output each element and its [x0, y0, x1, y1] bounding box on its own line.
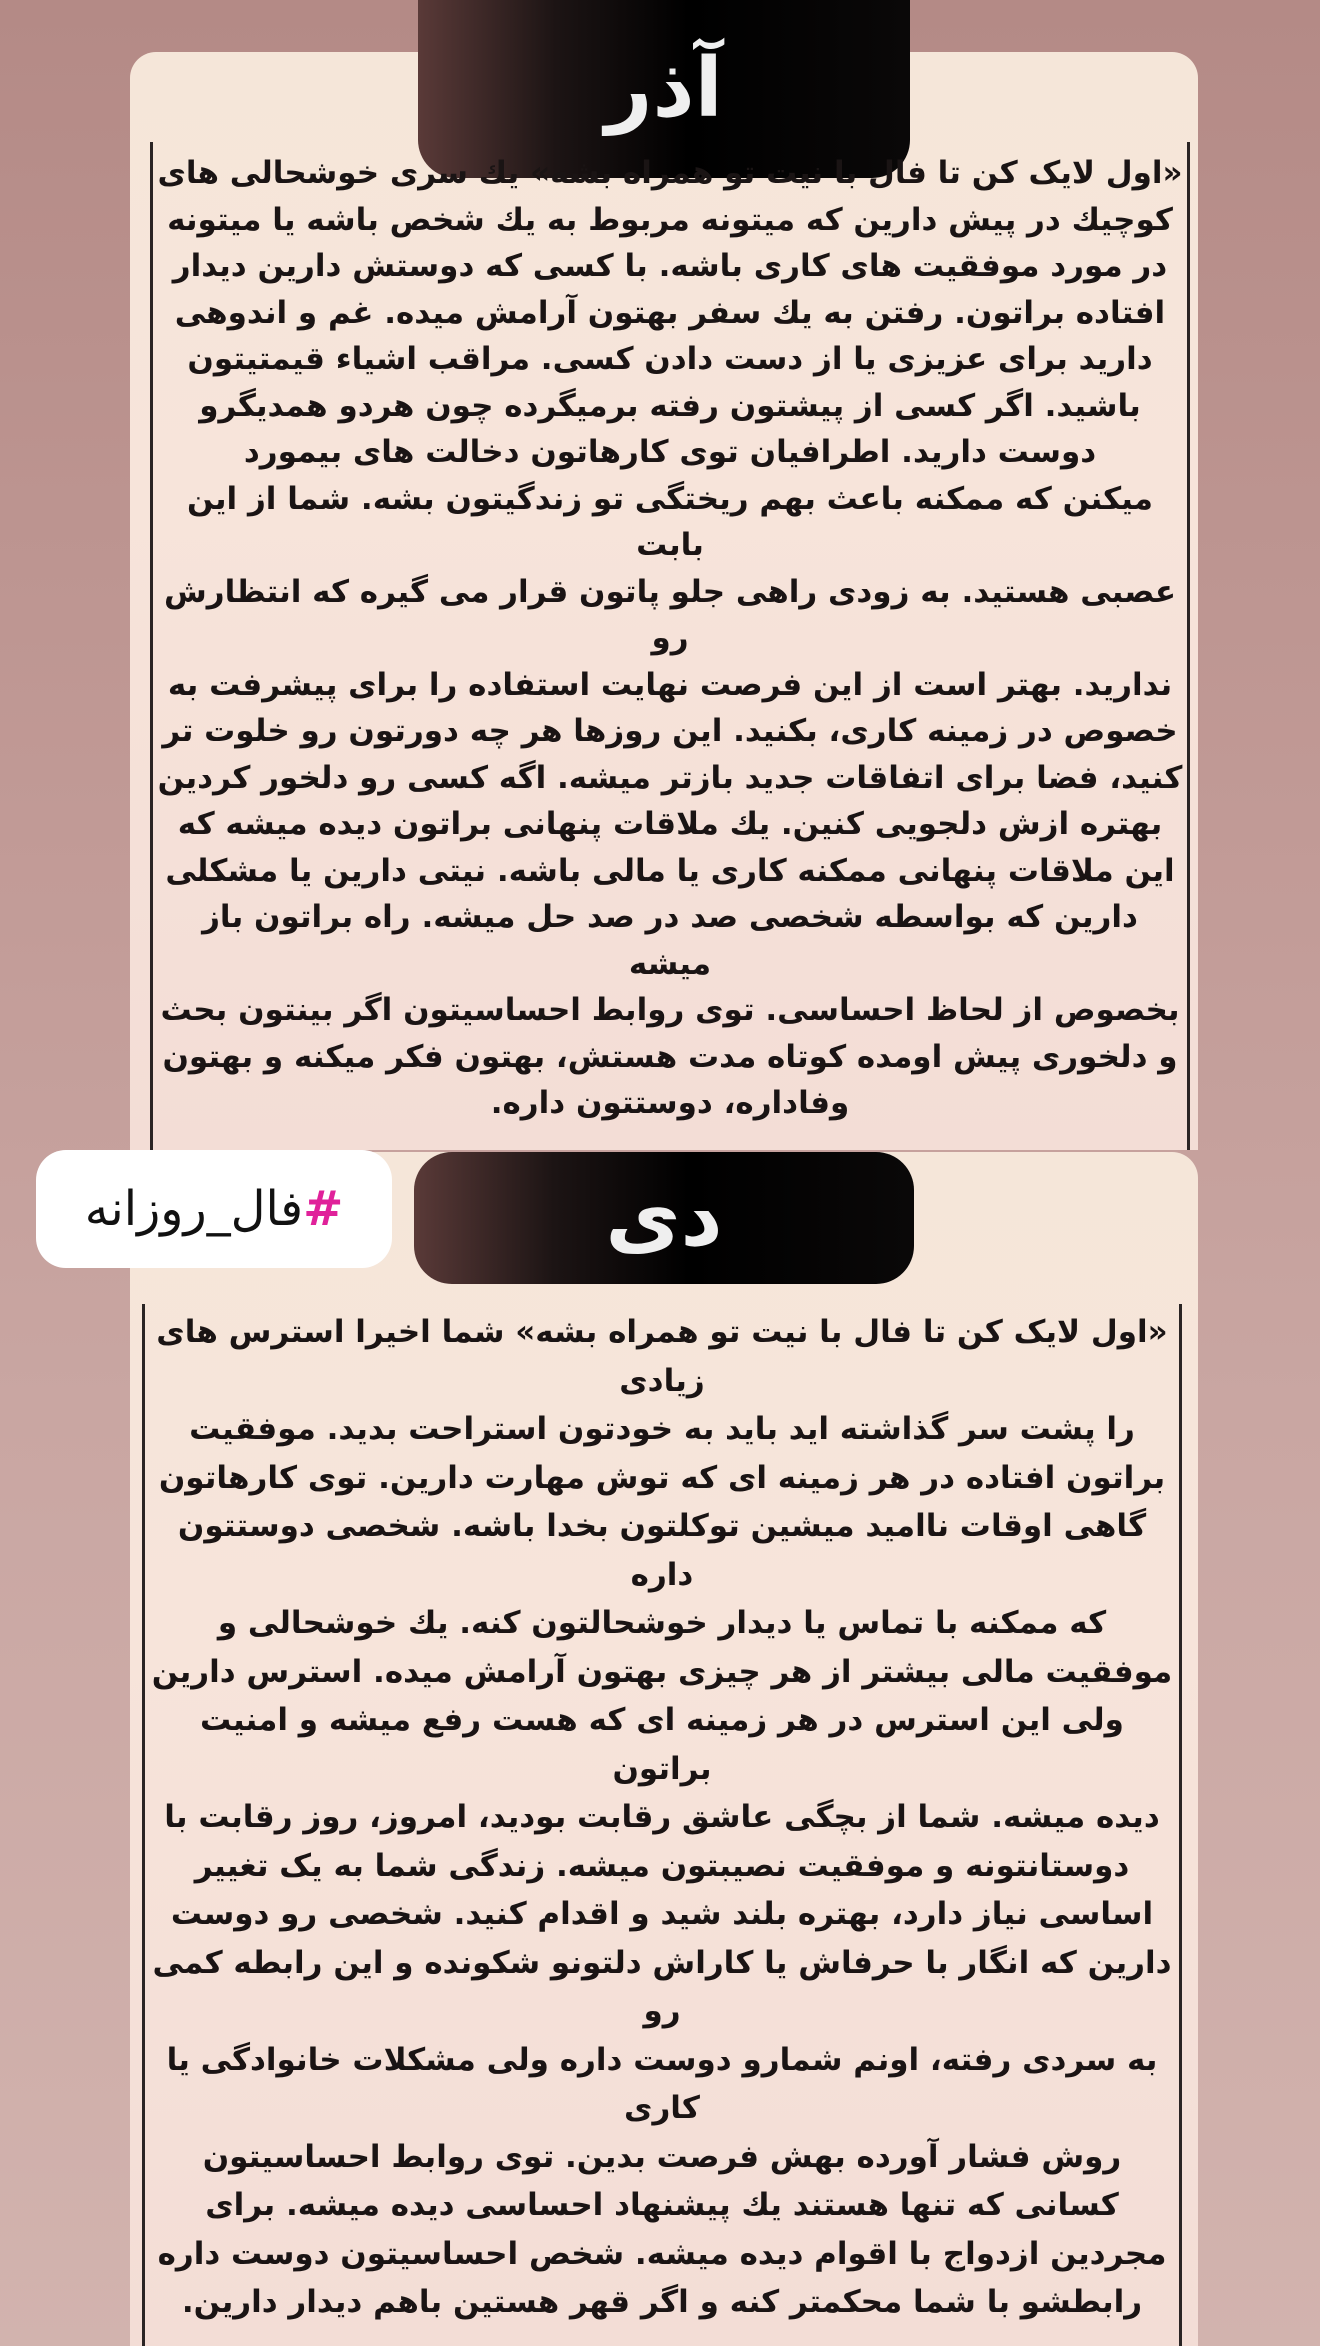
horoscope-card-azar [130, 41, 1198, 1150]
month-title: دی [605, 1170, 723, 1265]
hashtag-symbol: # [303, 1181, 344, 1237]
horoscope-text: «اول لایک کن تا فال با نیت تو همراه بشه» شما اخیرا استرس های زیادی را پشت سر گذاشته اید باید به خودتون استراحت بدید. موفقیت براتون افتاده در هر زمینه ای که توش مهارت دارین. توی کارهاتون گاهی اوقات ناامید میشین توکلتون بخدا باشه. شخصی دوستتون داره که ممکنه با تماس یا دیدار خوشحالتون کنه. یك خوشحالی و موفقیت مالی بیشتر از هر چیزی بهتون آرامش میده. استرس دارین ولی این استرس در هر زمینه ای که هست رفع میشه و امنیت براتون دیده میشه. شما از بچگی عاشق رقابت بودید، امروز، روز رقابت با دوستانتونه و موفقیت نصیبتون میشه. زندگی شما به یک تغییر اساسی نیاز دارد، بهتره بلند شید و اقدام کنید. شخصی رو دوست دارین که انگار با حرفاش یا کاراش دلتونو شکونده و این رابطه کمی رو به سردی رفته، اونم شمارو دوست داره ولی مشکلات خانوادگی یا کاری روش فشار آورده بهش فرصت بدین. توی روابط احساسیتون کسانی که تنها هستند یك پیشنهاد احساسی دیده میشه. برای مجردین ازدواج با اقوام دیده میشه. شخص احساسیتون دوست داره رابطشو با شما محکمتر کنه و اگر قهر هستین باهم دیدار دارین. [142, 1304, 1182, 2346]
horoscope-text: «اول لایک کن تا فال با نیت تو همراه بشه» یك سری خوشحالی های کوچیك در پیش دارین که میتونه مربوط به یك شخص باشه یا میتونه در مورد موفقیت های کاری باشه. با کسی که دوستش دارین دیدار افتاده براتون. رفتن به یك سفر بهتون آرامش میده. غم و اندوهی دارید برای عزیزی یا از دست دادن کسی. مراقب اشیاء قیمتیتون باشید. اگر کسی از پیشتون رفته برمیگرده چون هردو همدیگرو دوست دارید. اطرافیان توی کارهاتون دخالت های بیمورد میکنن که ممکنه باعث بهم ریختگی تو زندگیتون بشه. شما از این بابت عصبی هستید. به زودی راهی جلو پاتون قرار می گیره که انتظارش رو ندارید. بهتر است از این فرصت نهایت استفاده را برای پیشرفت به خصوص در زمینه کاری، بکنید. این روزها هر چه دورتون رو خلوت تر کنید، فضا برای اتفاقات جدید بازتر میشه. اگه کسی رو دلخور کردین بهتره ازش دلجویی کنین. یك ملاقات پنهانی براتون دیده میشه که این ملاقات پنهانی ممکنه کاری یا مالی باشه. نیتی دارین یا مشکلی دارین که بواسطه شخصی صد در صد حل میشه. راه براتون باز میشه بخصوص از لحاظ احساسی. توی روابط احساسیتون اگر بینتون بحث و دلخوری پیش اومده کوتاه مدت هستش، بهتون فکر میکنه و بهتون وفاداره، دوستتون داره. [150, 142, 1190, 1150]
month-title: آذر [605, 41, 723, 136]
horoscope-card-dey [130, 1152, 1198, 2346]
month-title-tab [414, 1152, 914, 1284]
hashtag-text: فال_روزانه [84, 1181, 304, 1237]
hashtag-sticker[interactable] [36, 1150, 392, 1268]
